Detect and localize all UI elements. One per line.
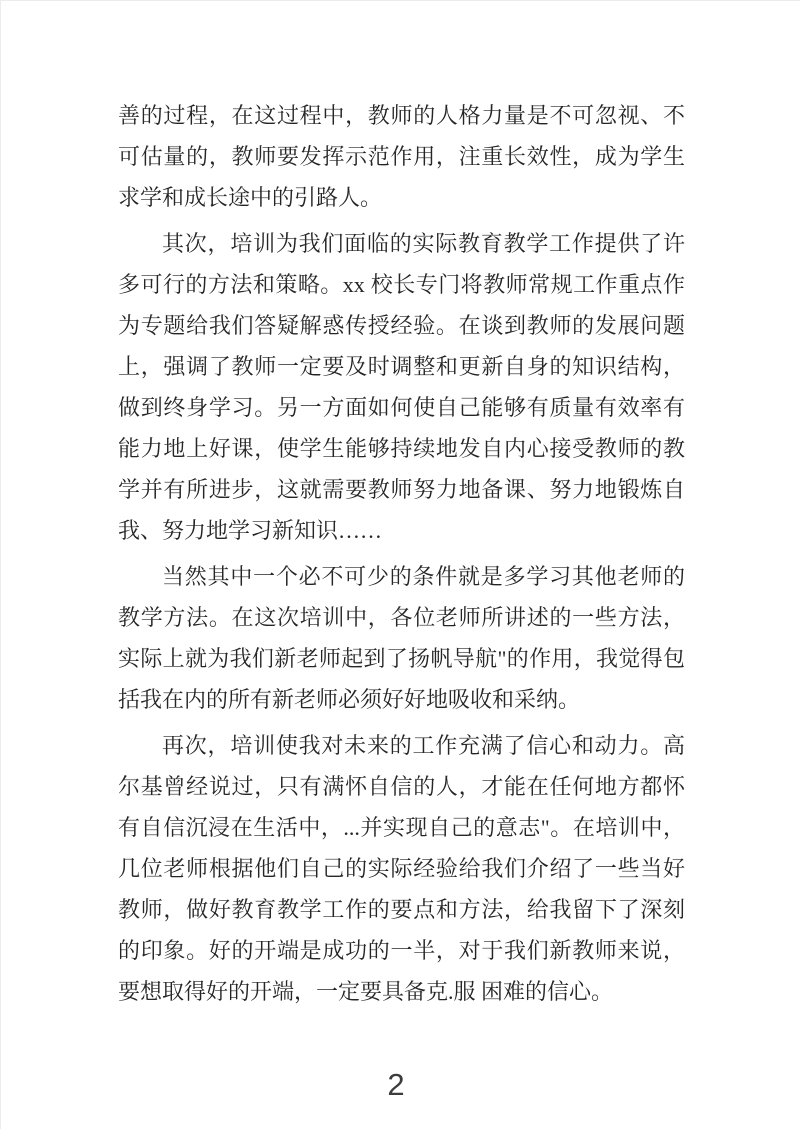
paragraph: 善的过程，在这过程中，教师的人格力量是不可忽视、不可估量的，教师要发挥示范作用，注重长效性，成为学生求学和成长途中的引路人。 <box>118 103 685 210</box>
paragraph: 再次，培训使我对未来的工作充满了信心和动力。高尔基曾经说过，只有满怀自信的人，才能在任何地方都怀有自信沉浸在生活中，...并实现自己的意志"。在培训中，几位老师根据他们自己的实际经验给我们介绍了一些当好教师，做好教育教学工作的要点和方法，给我留下了深刻的印象。好的开端是成功的一半，对于我们新教师来说，要想取得好的开端，一定要具备克.服 困难的信心。 <box>118 733 685 1004</box>
paragraph: 当然其中一个必不可少的条件就是多学习其他老师的教学方法。在这次培训中，各位老师所讲述的一些方法，实际上就为我们新老师起到了扬帆导航"的作用，我觉得包括我在内的所有新老师必须好好地吸收和采纳。 <box>118 564 685 712</box>
paragraph: 其次，培训为我们面临的实际教育教学工作提供了许多可行的方法和策略。xx 校长专门将教师常规工作重点作为专题给我们答疑解惑传授经验。在谈到教师的发展问题上，强调了教师一定要及时调整和更新自身的知识结构，做到终身学习。另一方面如何使自己能够有质量有效率有能力地上好课，使学生能够持续地发自内心接受教师的教学并有所进步，这就需要教师努力地备课、努力地锻炼自我、努力地学习新知识…… <box>118 231 685 543</box>
document-body-text <box>118 95 685 1017</box>
page-number: 2 <box>387 1067 405 1102</box>
